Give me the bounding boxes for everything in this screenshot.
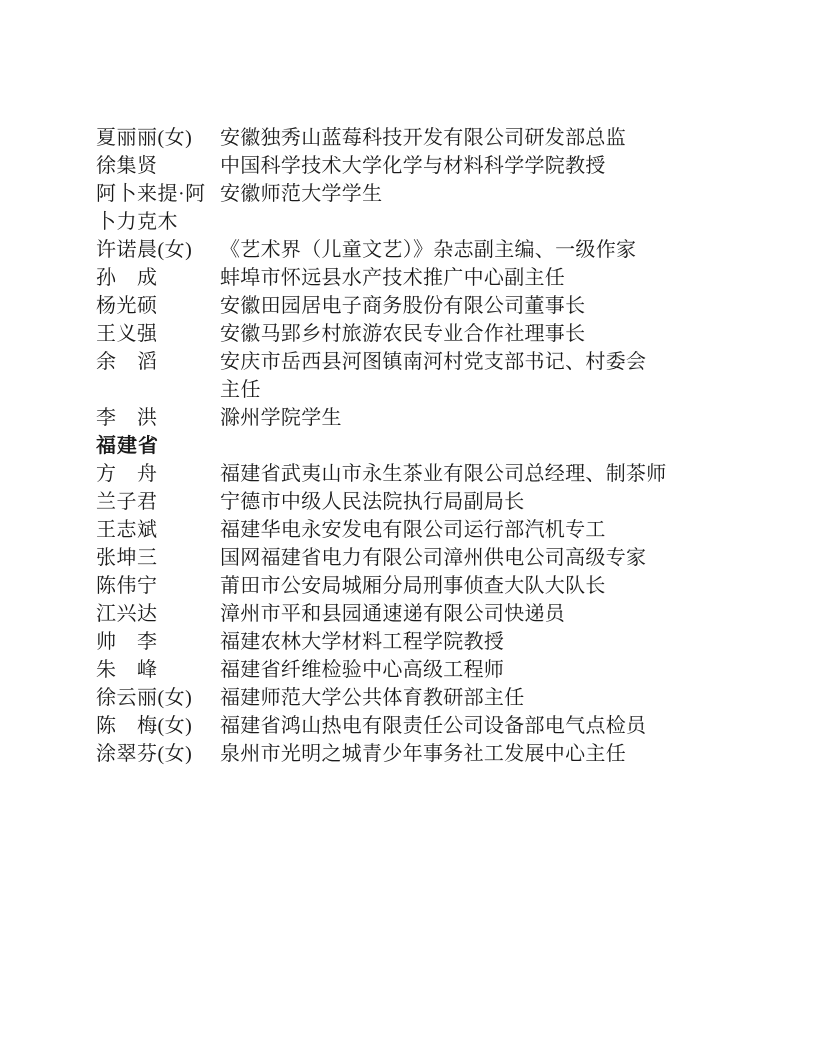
list-item xyxy=(96,324,720,344)
entry-description: 《艺术界（儿童文艺）》杂志副主编、一级作家 xyxy=(220,239,637,261)
entry-description: 莆田市公安局城厢分局刑事侦查大队大队长 xyxy=(220,575,606,597)
list-item xyxy=(96,660,720,680)
entry-description: 安徽田园居电子商务股份有限公司董事长 xyxy=(220,295,586,317)
list-item xyxy=(96,240,720,260)
entry-name: 徐集贤 xyxy=(96,155,158,177)
entry-name: 李 洪 xyxy=(96,407,158,429)
entry-name: 孙 成 xyxy=(96,267,158,289)
entry-name: 余 滔 xyxy=(96,351,158,373)
entry-name: 徐云丽(女) xyxy=(96,687,193,709)
entry-description: 福建省鸿山热电有限责任公司设备部电气点检员 xyxy=(220,715,647,737)
entry-description: 安徽独秀山蓝莓科技开发有限公司研发部总监 xyxy=(220,127,626,149)
entry-description: 国网福建省电力有限公司漳州供电公司高级专家 xyxy=(220,547,647,569)
entry-name: 杨光硕 xyxy=(96,295,158,317)
list-item xyxy=(96,464,720,484)
entry-name: 王义强 xyxy=(96,323,158,345)
entry-description: 滁州学院学生 xyxy=(220,407,342,429)
list-item xyxy=(96,156,720,176)
entry-description: 福建华电永安发电有限公司运行部汽机专工 xyxy=(220,519,606,541)
entry-description: 泉州市光明之城青少年事务社工发展中心主任 xyxy=(220,743,626,765)
entry-description: 蚌埠市怀远县水产技术推广中心副主任 xyxy=(220,267,566,289)
entry-description: 安徽马郢乡村旅游农民专业合作社理事长 xyxy=(220,323,586,345)
entry-description: 安徽师范大学学生 xyxy=(220,183,383,205)
entry-name: 阿卜来提·阿 xyxy=(96,183,206,205)
entry-name: 陈伟宁 xyxy=(96,575,158,597)
entry-description: 福建师范大学公共体育教研部主任 xyxy=(220,687,525,709)
list-item xyxy=(96,184,720,204)
entry-description: 福建省武夷山市永生茶业有限公司总经理、制茶师 xyxy=(220,463,667,485)
entry-name: 张坤三 xyxy=(96,547,158,569)
list-item xyxy=(96,352,720,372)
entry-name: 夏丽丽(女) xyxy=(96,127,193,149)
entry-description: 宁德市中级人民法院执行局副局长 xyxy=(220,491,525,513)
entry-name: 兰子君 xyxy=(96,491,158,513)
entry-description: 福建省纤维检验中心高级工程师 xyxy=(220,659,505,681)
list-item xyxy=(96,520,720,540)
list-item xyxy=(96,408,720,428)
list-item xyxy=(96,268,720,288)
list-item xyxy=(96,688,720,708)
entry-name: 王志斌 xyxy=(96,519,158,541)
list-item xyxy=(96,576,720,596)
list-item xyxy=(96,632,720,652)
entry-name: 涂翠芬(女) xyxy=(96,743,193,765)
entry-description: 漳州市平和县园通速递有限公司快递员 xyxy=(220,603,566,625)
section-heading: 福建省 xyxy=(96,435,159,457)
entry-name-continuation: 卜力克木 xyxy=(96,211,178,233)
entry-description: 安庆市岳西县河图镇南河村党支部书记、村委会 xyxy=(220,351,647,373)
entry-name: 陈 梅(女) xyxy=(96,715,193,737)
list-item xyxy=(96,716,720,736)
list-item xyxy=(96,604,720,624)
list-item xyxy=(96,492,720,512)
entry-description-continuation: 主任 xyxy=(220,379,261,401)
entry-name: 方 舟 xyxy=(96,463,158,485)
entry-description: 中国科学技术大学化学与材料科学学院教授 xyxy=(220,155,606,177)
entry-description: 福建农林大学材料工程学院教授 xyxy=(220,631,505,653)
list-item xyxy=(96,744,720,764)
list-item xyxy=(96,296,720,316)
entry-name: 朱 峰 xyxy=(96,659,158,681)
entry-name: 许诺晨(女) xyxy=(96,239,193,261)
entry-name: 江兴达 xyxy=(96,603,158,625)
list-item xyxy=(96,548,720,568)
entry-name: 帅 李 xyxy=(96,631,158,653)
list-item xyxy=(96,128,720,148)
